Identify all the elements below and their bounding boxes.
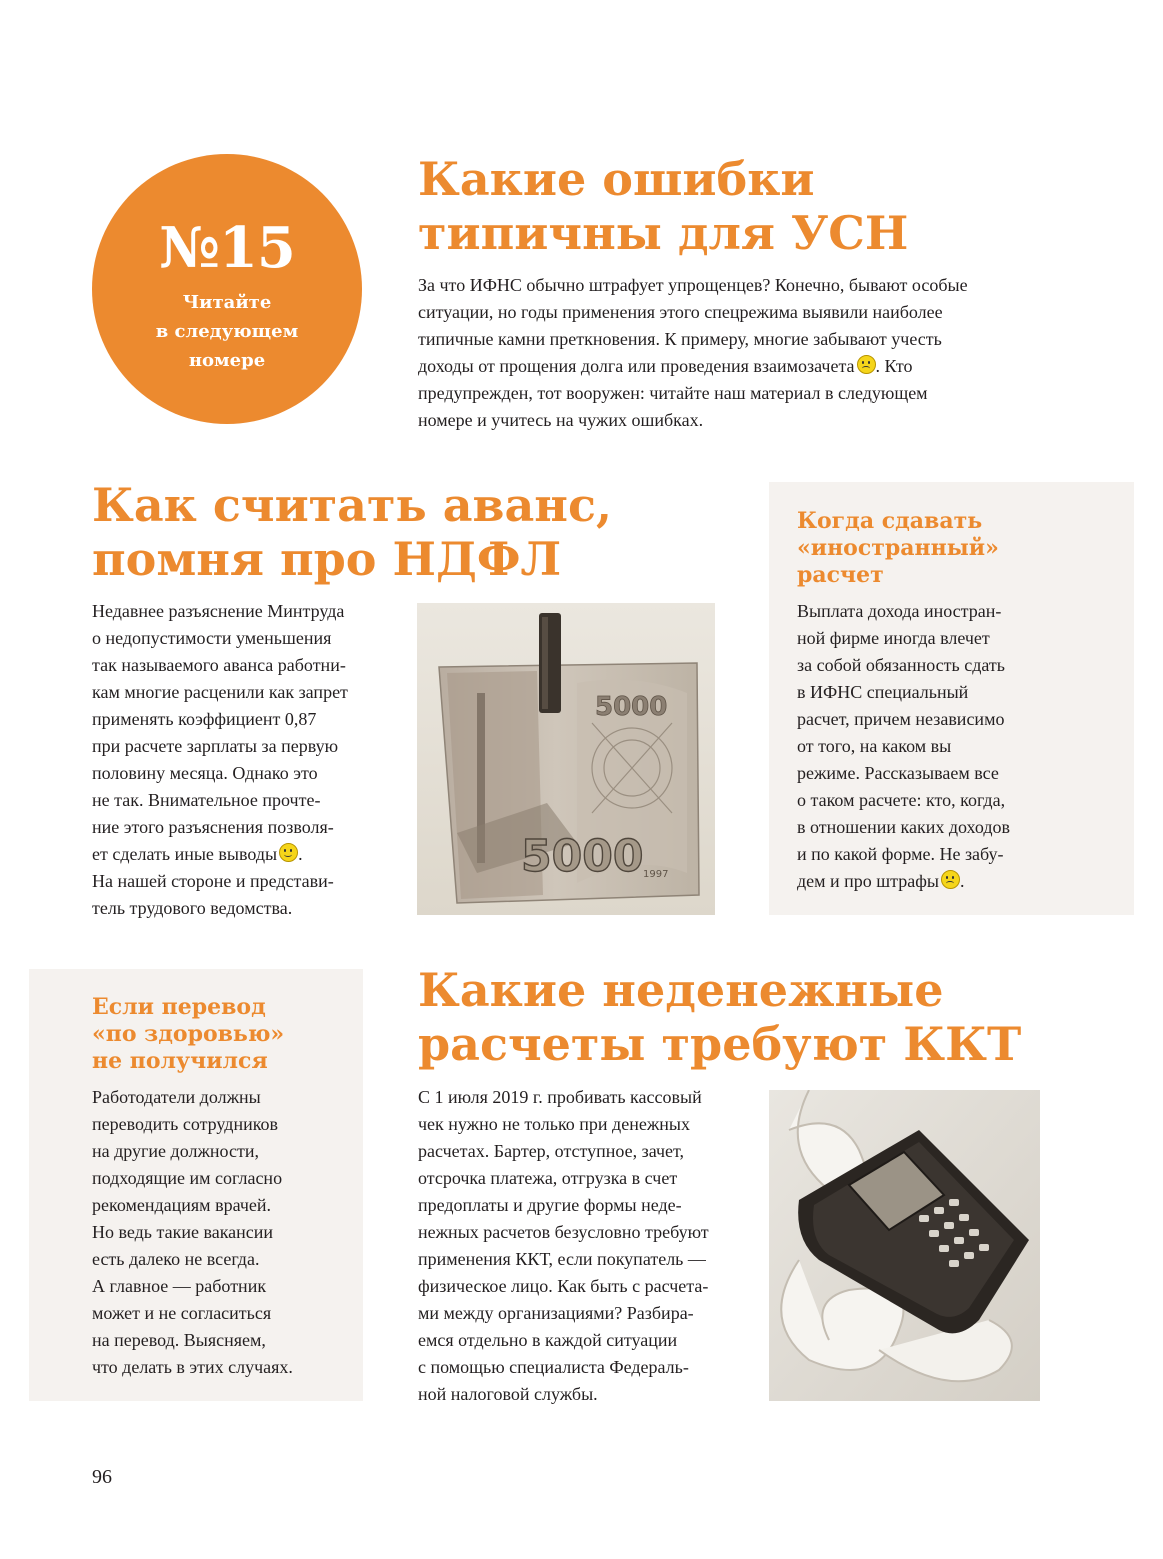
sad-face-icon — [857, 355, 876, 374]
article-avans-title — [92, 478, 612, 586]
text-line: физическое лицо. Как быть с расчета- — [418, 1276, 709, 1296]
text-fragment: доходы от прощения долга или проведения взаимозачета — [418, 356, 855, 376]
text-line: режиме. Рассказываем все — [797, 763, 999, 783]
article-kkt-text — [418, 1084, 758, 1408]
text-line: подходящие им согласно — [92, 1168, 283, 1188]
text-line: С 1 июля 2019 г. пробивать кассовый — [418, 1087, 702, 1107]
text-line: не так. Внимательное прочте- — [92, 790, 321, 810]
text-line: ние этого разъяснения позволя- — [92, 817, 334, 837]
text-line: от того, на каком вы — [797, 736, 952, 756]
article-avans-text — [92, 598, 402, 922]
sidebar-transfer-title — [92, 994, 284, 1075]
title-line: «по здоровью» — [92, 1021, 285, 1047]
text-line: половину месяца. Однако это — [92, 763, 318, 783]
banknote-denomination-small: 5000 — [595, 692, 668, 722]
title-line: Если перевод — [92, 994, 266, 1020]
text-line: с помощью специалиста Федераль- — [418, 1357, 689, 1377]
article-kkt-title — [418, 963, 1021, 1071]
text-line: За что ИФНС обычно штрафует упрощенцев? Конечно, бывают особые — [418, 275, 968, 295]
text-line: переводить сотрудников — [92, 1114, 279, 1134]
sidebar-transfer-text — [92, 1084, 352, 1381]
badge-caption-line: Читайте — [182, 292, 272, 313]
text-line: ми между организациями? Разбира- — [418, 1303, 694, 1323]
text-line: ситуации, но годы применения этого спецрежима выявили наиболее — [418, 302, 943, 322]
text-line: о недопустимости уменьшения — [92, 628, 332, 648]
smiley-face-icon — [279, 843, 298, 862]
text-line: На нашей стороне и представи- — [92, 871, 334, 891]
issue-badge — [92, 154, 362, 424]
text-line: в ИФНС специальный — [797, 682, 969, 702]
headline-line: Какие неденежные — [418, 963, 944, 1017]
text-line: чек нужно не только при денежных — [418, 1114, 690, 1134]
text-line: ной фирме иногда влечет — [797, 628, 990, 648]
badge-caption-line: номере — [188, 350, 266, 371]
text-line: рекомендациям врачей. — [92, 1195, 272, 1215]
text-fragment: . Кто — [875, 356, 913, 376]
text-line: ной налоговой службы. — [418, 1384, 598, 1404]
text-line — [797, 868, 1117, 895]
text-line: номере и учитесь на чужих ошибках. — [418, 410, 704, 430]
text-line: за собой обязанность сдать — [797, 655, 1005, 675]
text-line: предоплаты и другие формы неде- — [418, 1195, 682, 1215]
text-fragment: дем и про штрафы — [797, 871, 939, 891]
text-fragment: . — [298, 844, 303, 864]
title-line: «иностранный» — [797, 535, 999, 561]
text-line — [418, 353, 1138, 380]
banknote-illustration — [417, 603, 715, 915]
headline-line: помня про НДФЛ — [92, 532, 562, 586]
article-avans — [92, 478, 612, 586]
text-line: емся отдельно в каждой ситуации — [418, 1330, 678, 1350]
text-line: может и не согласиться — [92, 1303, 272, 1323]
headline-line: Какие ошибки — [418, 152, 815, 206]
headline-line: Как считать аванс, — [92, 478, 612, 532]
sidebar-foreign-text — [797, 598, 1117, 895]
text-fragment: ет сделать иные выводы — [92, 844, 278, 864]
text-line: типичные камни преткновения. К примеру, многие забывают учесть — [418, 329, 942, 349]
text-line: расчетах. Бартер, отступное, зачет, — [418, 1141, 685, 1161]
text-line: и по какой форме. Не забу- — [797, 844, 1004, 864]
title-line: не получился — [92, 1048, 268, 1074]
pos-terminal-illustration — [769, 1090, 1040, 1401]
text-line: применять коэффициент 0,87 — [92, 709, 317, 729]
text-line: Но ведь такие вакансии — [92, 1222, 274, 1242]
banknote-denomination-large: 5000 — [521, 831, 644, 882]
text-fragment: . — [960, 871, 965, 891]
text-line — [92, 841, 402, 868]
pos-terminal-photo — [769, 1090, 1040, 1401]
text-line: расчет, причем независимо — [797, 709, 1005, 729]
text-line: Выплата дохода иностран- — [797, 601, 1002, 621]
text-line: А главное — работник — [92, 1276, 267, 1296]
article-kkt — [418, 963, 1021, 1071]
issue-number: №15 — [159, 215, 295, 281]
text-line: при расчете зарплаты за первую — [92, 736, 339, 756]
sad-face-icon — [941, 870, 960, 889]
text-line: тель трудового ведомства. — [92, 898, 293, 918]
text-line: Недавнее разъяснение Минтруда — [92, 601, 345, 621]
article-usn-text — [418, 272, 1138, 434]
text-line: кам многие расценили как запрет — [92, 682, 348, 702]
text-line: на другие должности, — [92, 1141, 259, 1161]
text-line: Работодатели должны — [92, 1087, 261, 1107]
badge-caption — [92, 288, 362, 375]
title-line: Когда сдавать — [797, 508, 983, 534]
text-line: предупрежден, тот вооружен: читайте наш материал в следующем — [418, 383, 928, 403]
text-line: применения ККТ, если покупатель — — [418, 1249, 706, 1269]
text-line: что делать в этих случаях. — [92, 1357, 293, 1377]
text-line: о таком расчете: кто, когда, — [797, 790, 1006, 810]
banknote-year: 1997 — [643, 869, 669, 880]
banknote-photo — [417, 603, 715, 915]
article-usn-title — [418, 152, 908, 260]
text-line: на перевод. Выясняем, — [92, 1330, 266, 1350]
headline-line: типичны для УСН — [418, 206, 909, 260]
badge-caption-line: в следующем — [155, 321, 299, 342]
headline-line: расчеты требуют ККТ — [418, 1017, 1022, 1071]
text-line: в отношении каких доходов — [797, 817, 1011, 837]
sidebar-foreign-title — [797, 508, 999, 589]
text-line: нежных расчетов безусловно требуют — [418, 1222, 709, 1242]
text-line: есть далеко не всегда. — [92, 1249, 260, 1269]
title-line: расчет — [797, 562, 884, 588]
text-line: так называемого аванса работни- — [92, 655, 346, 675]
text-line: отсрочка платежа, отгрузка в счет — [418, 1168, 678, 1188]
article-usn — [418, 152, 908, 260]
page-number: 96 — [92, 1466, 112, 1488]
